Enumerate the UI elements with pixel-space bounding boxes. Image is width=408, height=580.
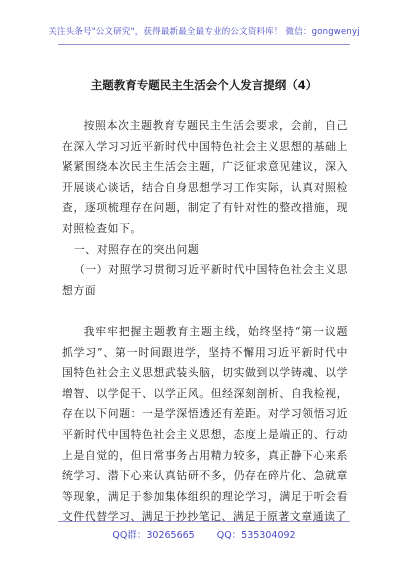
subsection-heading: （一）对照学习贯彻习近平新时代中国特色社会主义思想方面 bbox=[62, 263, 348, 297]
footer-qq-group: QQ群：30265665 bbox=[112, 530, 195, 541]
header-banner: 关注头条号"公文研究"，获得最新最全最专业的公文资料库！ 微信：gongwenyj bbox=[48, 27, 360, 37]
footer-divider bbox=[58, 521, 350, 522]
document-body bbox=[62, 116, 348, 528]
body-paragraph: 我牢牢把握主题教育主题主线，始终坚持“第一议题抓学习”、第一时间跟进学，坚持不懈用习近平新时代中国特色社会主义思想武装头脑，切实做到以学铸魂、以学增智、以学促干、以学正风。但经深刻剖析、自我检视，存在以下问题：一是学深悟透还有差距。对学习领悟习近平新时代中国特色社会主义思想，态度上是端正的、行动上是自觉的，但日常事务占用精力较多，真正静下心来系统学习、潜下心来认真钻研不多，仍存在碎片化、急就章等现象，满足于参加集体组织的理论学习，满足于听会看文件代替学习、满足于抄抄笔记、满足于原著文章通读了 bbox=[62, 324, 348, 524]
section-heading: 一、对照存在的突出问题 bbox=[73, 242, 200, 256]
document-title: 主题教育专题民主生活会个人发言提纲（4） bbox=[90, 78, 318, 92]
header-divider bbox=[58, 44, 350, 45]
footer bbox=[0, 527, 408, 541]
intro-paragraph: 按照本次主题教育专题民主生活会要求，会前，自己在深入学习习近平新时代中国特色社会主义思想的基础上紧紧围绕本次民主生活会主题，广泛征求意见建议，深入开展谈心谈话，结合自身思想学习工作实际，认真对照检查，逐项梳理存在问题，制定了有针对性的整改措施，现对照检查如下。 bbox=[62, 119, 348, 235]
footer-qq: QQ：535304092 bbox=[216, 530, 296, 541]
